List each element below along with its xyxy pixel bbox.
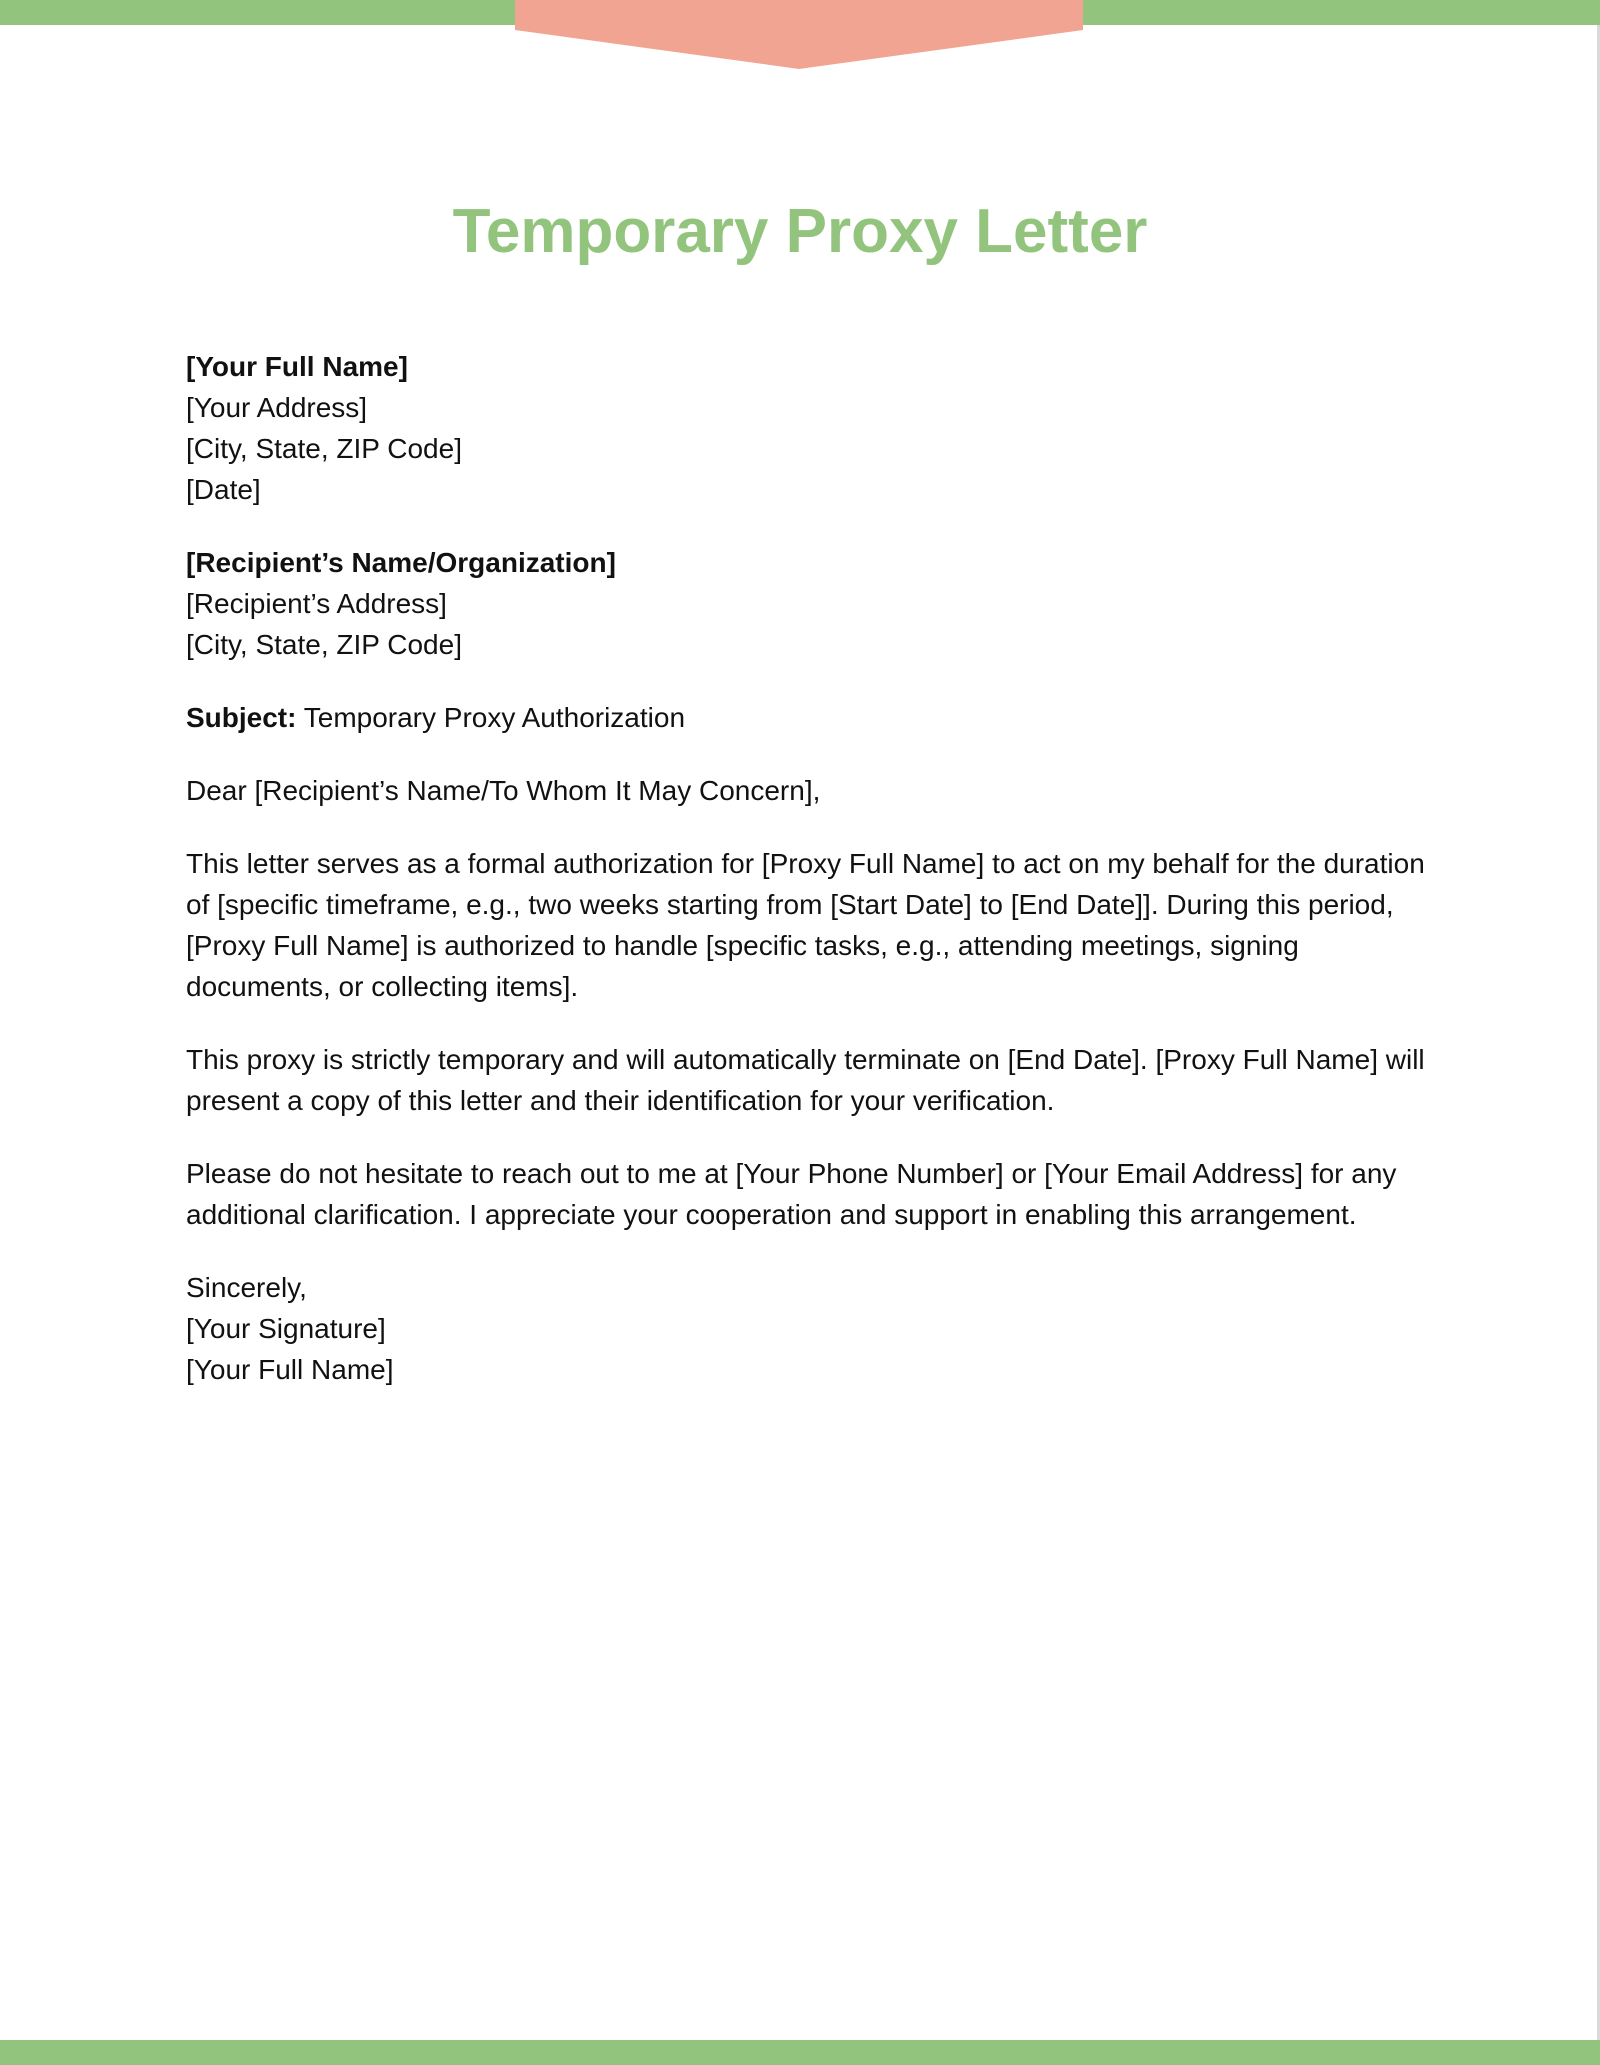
sender-address: [Your Address] <box>186 392 368 423</box>
subject-text: Temporary Proxy Authorization <box>296 702 686 733</box>
letter-date: [Date] <box>186 474 261 505</box>
sender-block <box>186 346 1426 510</box>
page-title: Temporary Proxy Letter <box>452 197 1148 266</box>
letter-body <box>186 346 1426 1422</box>
recipient-city-state-zip: [City, State, ZIP Code] <box>186 629 462 660</box>
bottom-accent-bar <box>0 2040 1600 2065</box>
closing-name: [Your Full Name] <box>186 1354 394 1385</box>
top-banner-shape <box>0 0 1600 72</box>
subject-line <box>186 697 1426 738</box>
recipient-block <box>186 542 1426 665</box>
closing-block <box>186 1267 1426 1390</box>
body-paragraph-2: This proxy is strictly temporary and will automatically terminate on [End Date]. [Proxy Full Name] will present a copy of this letter and their identification for your verification. <box>186 1044 1425 1116</box>
body-paragraph-3: Please do not hesitate to reach out to me at [Your Phone Number] or [Your Email Address] for any additional clarification. I appreciate your cooperation and support in enabling this arrangement. <box>186 1158 1397 1230</box>
recipient-address: [Recipient’s Address] <box>186 588 447 619</box>
signature-line: [Your Signature] <box>186 1313 386 1344</box>
valediction: Sincerely, <box>186 1272 307 1303</box>
body-paragraph-1: This letter serves as a formal authorization for [Proxy Full Name] to act on my behalf for the duration of [specific timeframe, e.g., two weeks starting from [Start Date] to [End Date]]. During this period, [Proxy Full Name] is authorized to handle [specific tasks, e.g., attending meetings, signing documents, or collecting items]. <box>186 848 1425 1002</box>
subject-label: Subject: <box>186 702 297 733</box>
sender-name: [Your Full Name] <box>186 351 408 382</box>
salutation: Dear [Recipient’s Name/To Whom It May Concern], <box>186 775 821 806</box>
recipient-name: [Recipient’s Name/Organization] <box>186 547 616 578</box>
sender-city-state-zip: [City, State, ZIP Code] <box>186 433 462 464</box>
